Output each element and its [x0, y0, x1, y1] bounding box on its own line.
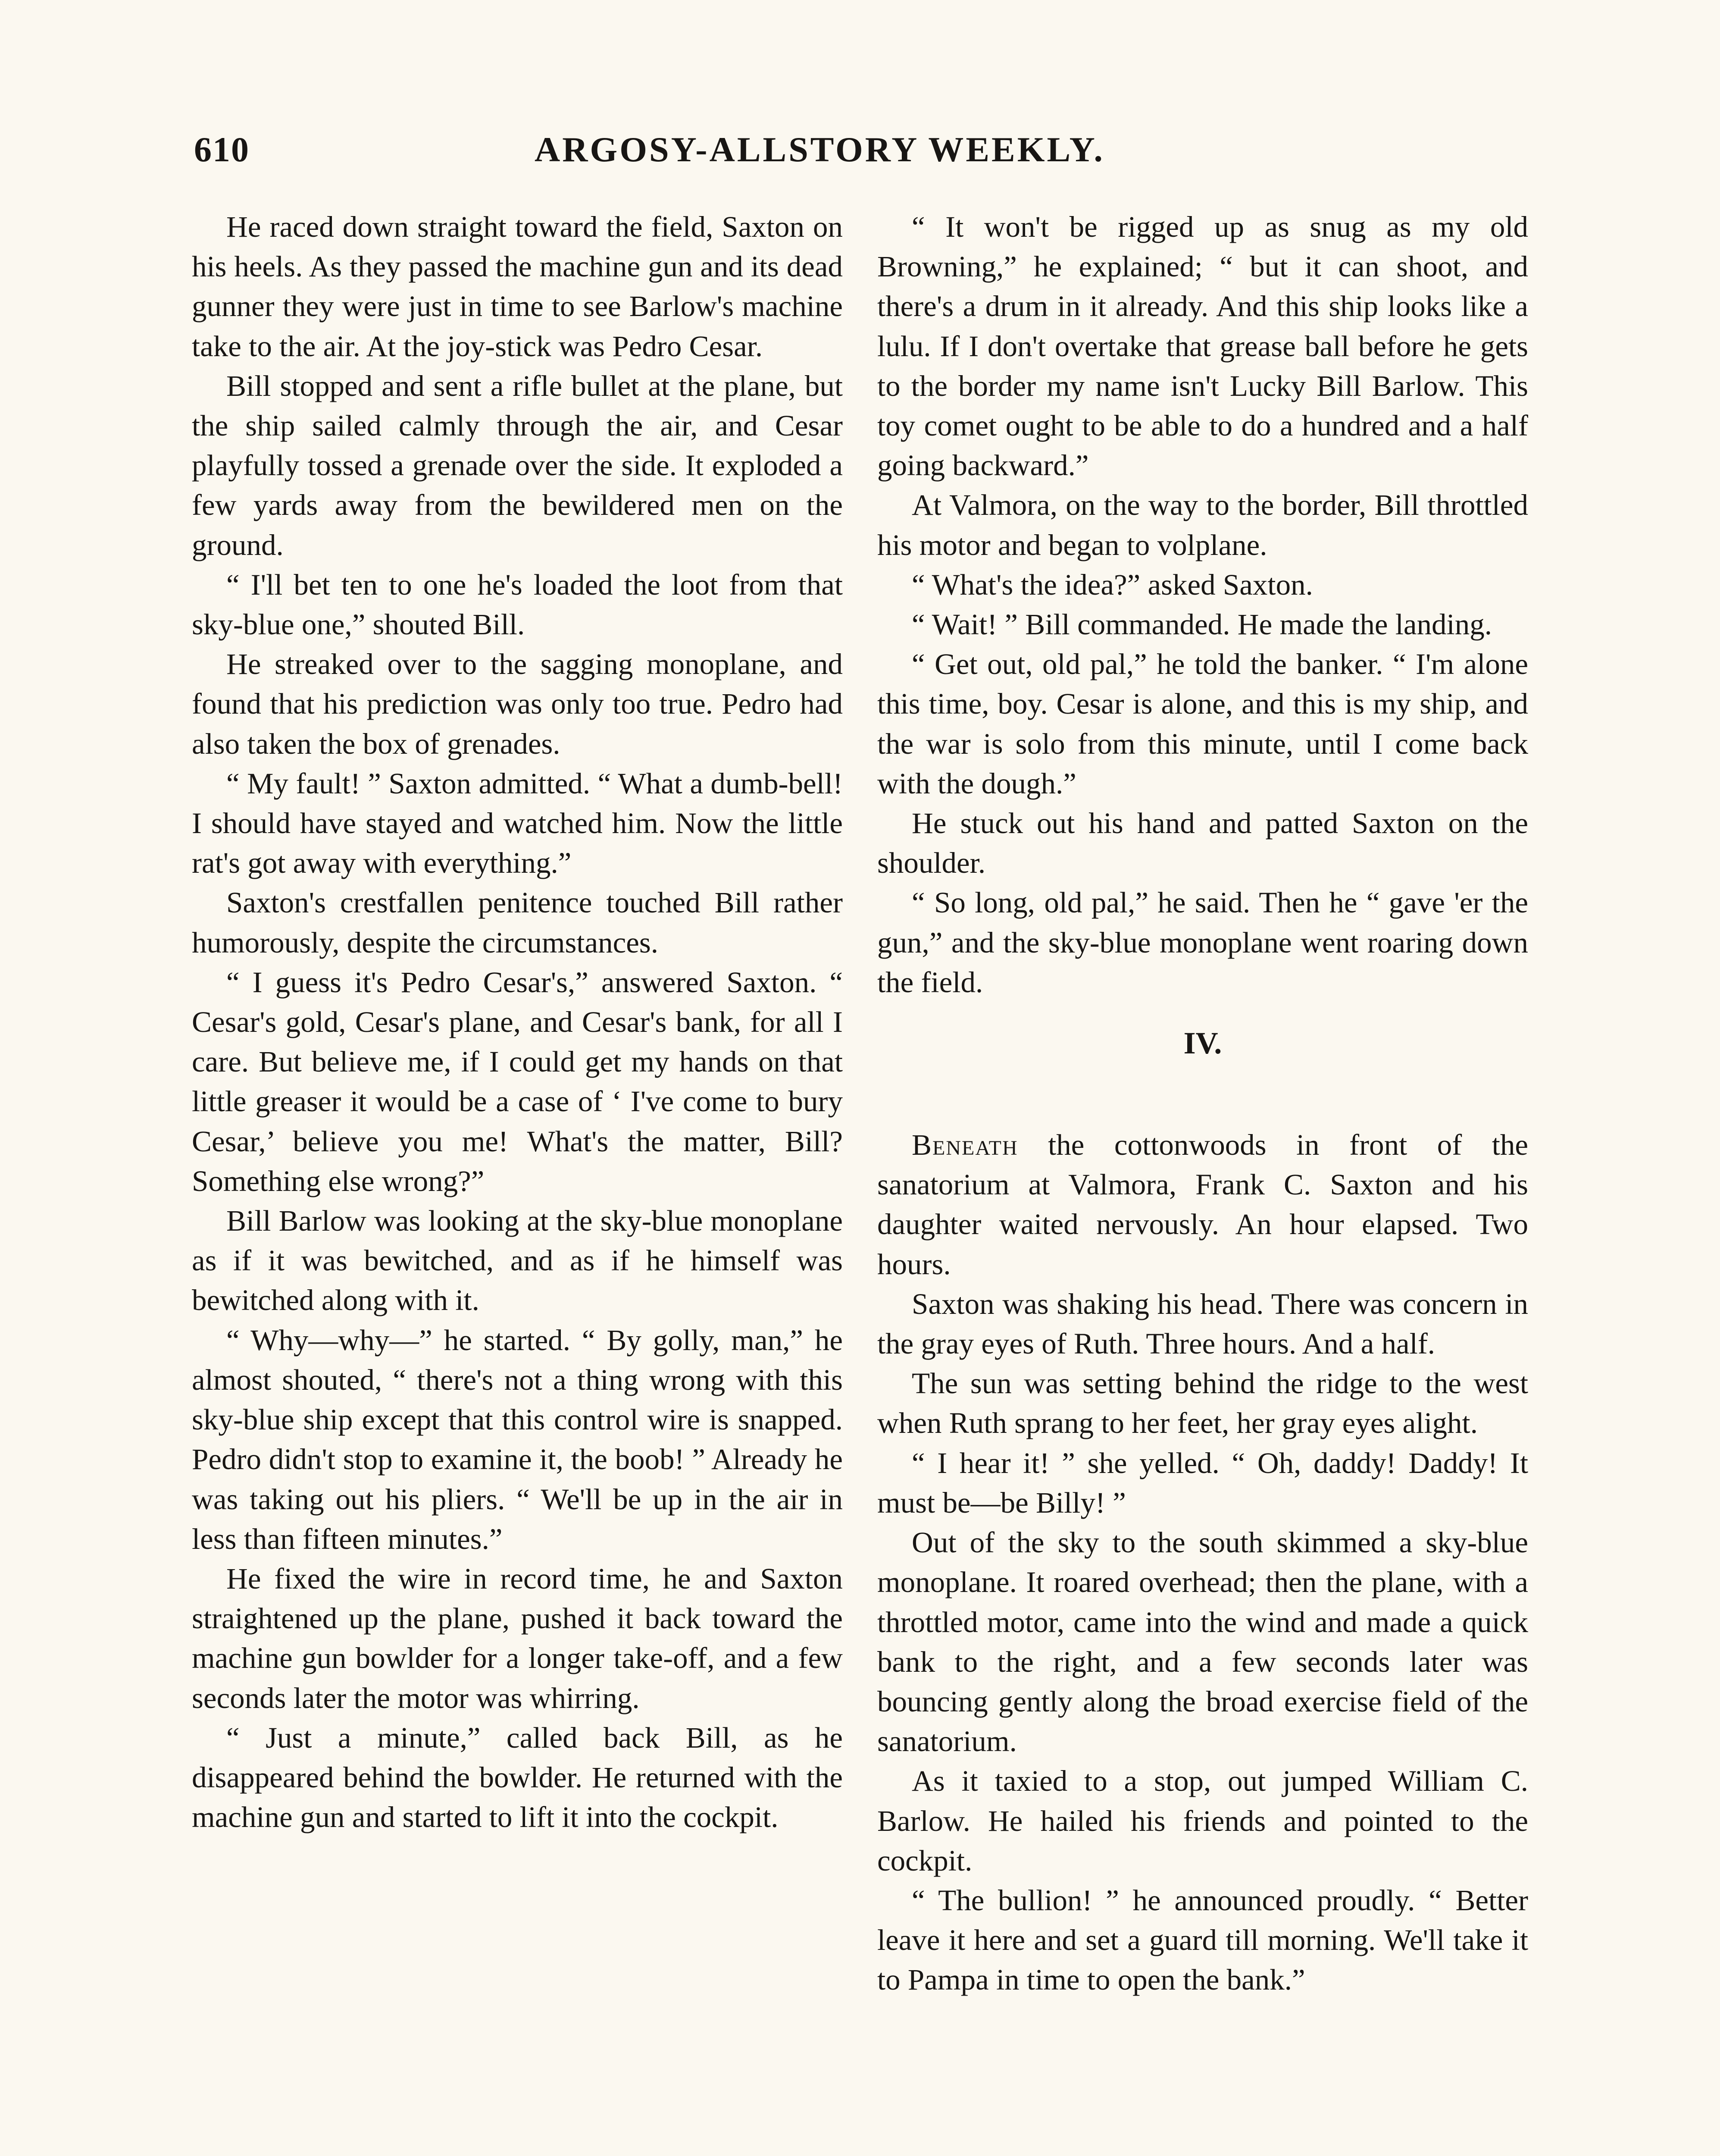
lead-smallcaps: Beneath [912, 1128, 1018, 1162]
paragraph: Saxton was shaking his head. There was concern in the gray eyes of Ruth. Three hours. And a half. [877, 1287, 1528, 1360]
paragraph: “ It won't be rigged up as snug as my old Browning,” he explained; “ but it can shoot, and there's a drum in it already. And this ship looks like a lulu. If I don't overtake that grease ball before he gets to the border my name isn't Lucky Bill Barlow. This toy comet ought to be able to do a hundred and a half going backward.” [877, 210, 1528, 482]
paragraph: “ I'll bet ten to one he's loaded the loot from that sky-blue one,” shouted Bill. [192, 568, 843, 641]
left-column [192, 207, 843, 1837]
page-header [194, 129, 1530, 181]
paragraph: He fixed the wire in record time, he and Saxton straightened up the plane, pushed it back toward the machine gun bowlder for a longer take-off, and a few seconds later the motor was whirring. [192, 1562, 843, 1714]
paragraph: “ I hear it! ” she yelled. “ Oh, daddy! Daddy! It must be—be Billy! ” [877, 1446, 1528, 1519]
paragraph: “ So long, old pal,” he said. Then he “ gave 'er the gun,” and the sky-blue monoplane went roaring down the field. [877, 886, 1528, 999]
paragraph: He raced down straight toward the field, Saxton on his heels. As they passed the machine gun and its dead gunner they were just in time to see Barlow's machine take to the air. At the joy-stick was Pedro Cesar. [192, 210, 843, 363]
paragraph: Out of the sky to the south skimmed a sky-blue monoplane. It roared overhead; then the plane, with a throttled motor, came into the wind and made a quick bank to the right, and a few seconds later was bouncing gently along the broad exercise field of the sanatorium. [877, 1526, 1528, 1758]
paragraph: The sun was setting behind the ridge to the west when Ruth sprang to her feet, her gray eyes alight. [877, 1367, 1528, 1440]
paragraph: At Valmora, on the way to the border, Bill throttled his motor and began to volplane. [877, 489, 1528, 561]
paragraph: He streaked over to the sagging monoplane, and found that his prediction was only too true. Pedro had also taken the box of grenades. [192, 648, 843, 760]
paragraph: Saxton's crestfallen penitence touched Bill rather humorously, despite the circumstances. [192, 886, 843, 959]
right-column [877, 207, 1528, 2000]
lead-text: the cottonwoods in front of the sanatorium at Valmora, Frank C. Saxton and his daughter waited nervously. An hour elapsed. Two hours. [877, 1128, 1528, 1281]
paragraph: “ Just a minute,” called back Bill, as he disappeared behind the bowlder. He returned with the machine gun and started to lift it into the cockpit. [192, 1721, 843, 1834]
paragraph: “ Why—why—” he started. “ By golly, man,” he almost shouted, “ there's not a thing wrong with this sky-blue ship except that this control wire is snapped. Pedro didn't stop to examine it, the boob! ” Already he was taking out his pliers. “ We'll be up in the air in less than fifteen minutes.” [192, 1323, 843, 1555]
paragraph: “ Get out, old pal,” he told the banker. “ I'm alone this time, boy. Cesar is alone, and this is my ship, and the war is solo from this minute, until I come back with the dough.” [877, 648, 1528, 800]
page-number: 610 [194, 130, 250, 169]
section-lead-paragraph [877, 1125, 1528, 1284]
paragraph: As it taxied to a stop, out jumped William C. Barlow. He hailed his friends and pointed to the cockpit. [877, 1764, 1528, 1877]
paragraph: Bill stopped and sent a rifle bullet at the plane, but the ship sailed calmly through the air, and Cesar playfully tossed a grenade over the side. It exploded a few yards away from the bewildered men on the ground. [192, 369, 843, 561]
paragraph: “ I guess it's Pedro Cesar's,” answered Saxton. “ Cesar's gold, Cesar's plane, and Cesar's bank, for all I care. But believe me, if I could get my hands on that little greaser it would be a case of ‘ I've come to bury Cesar,’ believe you me! What's the matter, Bill? Something else wrong?” [192, 965, 843, 1197]
paragraph: Bill Barlow was looking at the sky-blue monoplane as if it was bewitched, and as if he himself was bewitched along with it. [192, 1204, 843, 1317]
section-heading: IV. [1183, 1026, 1222, 1061]
paragraph: “ My fault! ” Saxton admitted. “ What a dumb-bell! I should have stayed and watched him. Now the little rat's got away with everything.” [192, 767, 843, 880]
running-head: ARGOSY-ALLSTORY WEEKLY. [535, 130, 1105, 169]
paragraph: “ Wait! ” Bill commanded. He made the landing. [912, 608, 1492, 641]
paragraph: He stuck out his hand and patted Saxton on the shoulder. [877, 807, 1528, 880]
paragraph: “ The bullion! ” he announced proudly. “ Better leave it here and set a guard till morning. We'll take it to Pampa in time to open the bank.” [877, 1883, 1528, 1996]
paragraph: “ What's the idea?” asked Saxton. [912, 568, 1313, 601]
